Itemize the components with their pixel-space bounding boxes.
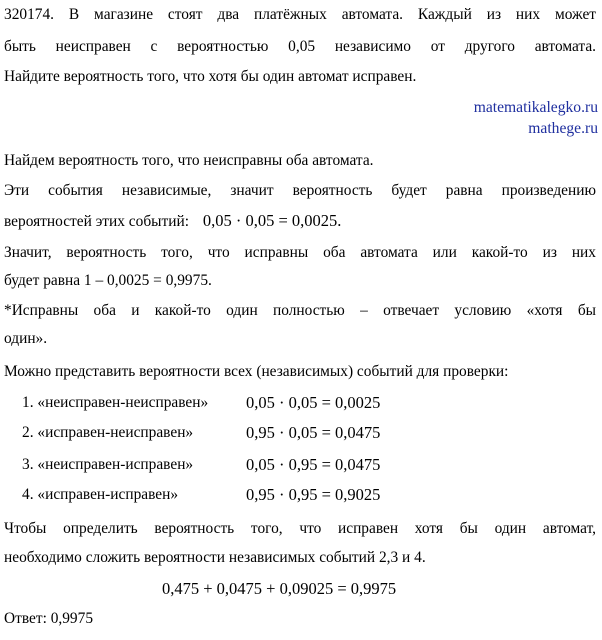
event-item-4-label: 4. «исправен-исправен» <box>22 486 179 503</box>
problem-line-3: Найдите вероятность того, что хотя бы один автомат исправен. <box>4 68 417 85</box>
event-item-2-formula: 0,95 · 0,05 = 0,0475 <box>246 423 381 442</box>
solution-paragraph-2a: Эти события независимые, значит вероятность будет равна произведению <box>4 182 596 199</box>
event-item-1-label: 1. «неисправен-неисправен» <box>22 394 209 411</box>
event-item-2-label: 2. «исправен-неисправен» <box>22 424 194 441</box>
event-item-1-formula: 0,05 · 0,05 = 0,0025 <box>246 393 381 412</box>
answer: Ответ: 0,9975 <box>4 610 94 627</box>
solution-paragraph-6a: Чтобы определить вероятность того, что исправен хотя бы один автомат, <box>4 520 596 537</box>
solution-paragraph-6b: необходимо сложить вероятности независимых событий 2,3 и 4. <box>4 549 426 566</box>
solution-paragraph-1: Найдем вероятность того, что неисправны оба автомата. <box>4 152 374 169</box>
solution-paragraph-5: Можно представить вероятности всех (независимых) событий для проверки: <box>4 363 509 380</box>
solution-paragraph-3a: Значит, вероятность того, что исправны оба автомата или какой-то из них <box>4 244 596 261</box>
watermark-site-2[interactable]: mathege.ru <box>528 120 598 137</box>
sum-formula: 0,475 + 0,0475 + 0,09025 = 0,9975 <box>162 579 397 598</box>
problem-line-2: быть неисправен с вероятностью 0,05 независимо от другого автомата. <box>4 38 596 55</box>
event-item-3-label: 3. «неисправен-исправен» <box>22 456 194 473</box>
solution-paragraph-2b <box>4 211 341 231</box>
solution-paragraph-2b-text: вероятностей этих событий: <box>4 213 189 230</box>
event-item-4-formula: 0,95 · 0,95 = 0,9025 <box>246 485 381 504</box>
problem-line-1: 320174. В магазине стоят два платёжных автомата. Каждый из них может <box>4 6 596 23</box>
solution-paragraph-3b: будет равна 1 – 0,0025 = 0,9975. <box>4 272 212 289</box>
watermark-site-1[interactable]: matematikalegko.ru <box>473 99 598 116</box>
event-item-3-formula: 0,05 · 0,95 = 0,0475 <box>246 455 381 474</box>
product-formula: 0,05 · 0,05 = 0,0025. <box>202 211 342 230</box>
solution-paragraph-4a: *Исправны оба и какой-то один полностью – отвечает условию «хотя бы <box>4 302 596 319</box>
solution-paragraph-4b: один». <box>4 330 48 347</box>
